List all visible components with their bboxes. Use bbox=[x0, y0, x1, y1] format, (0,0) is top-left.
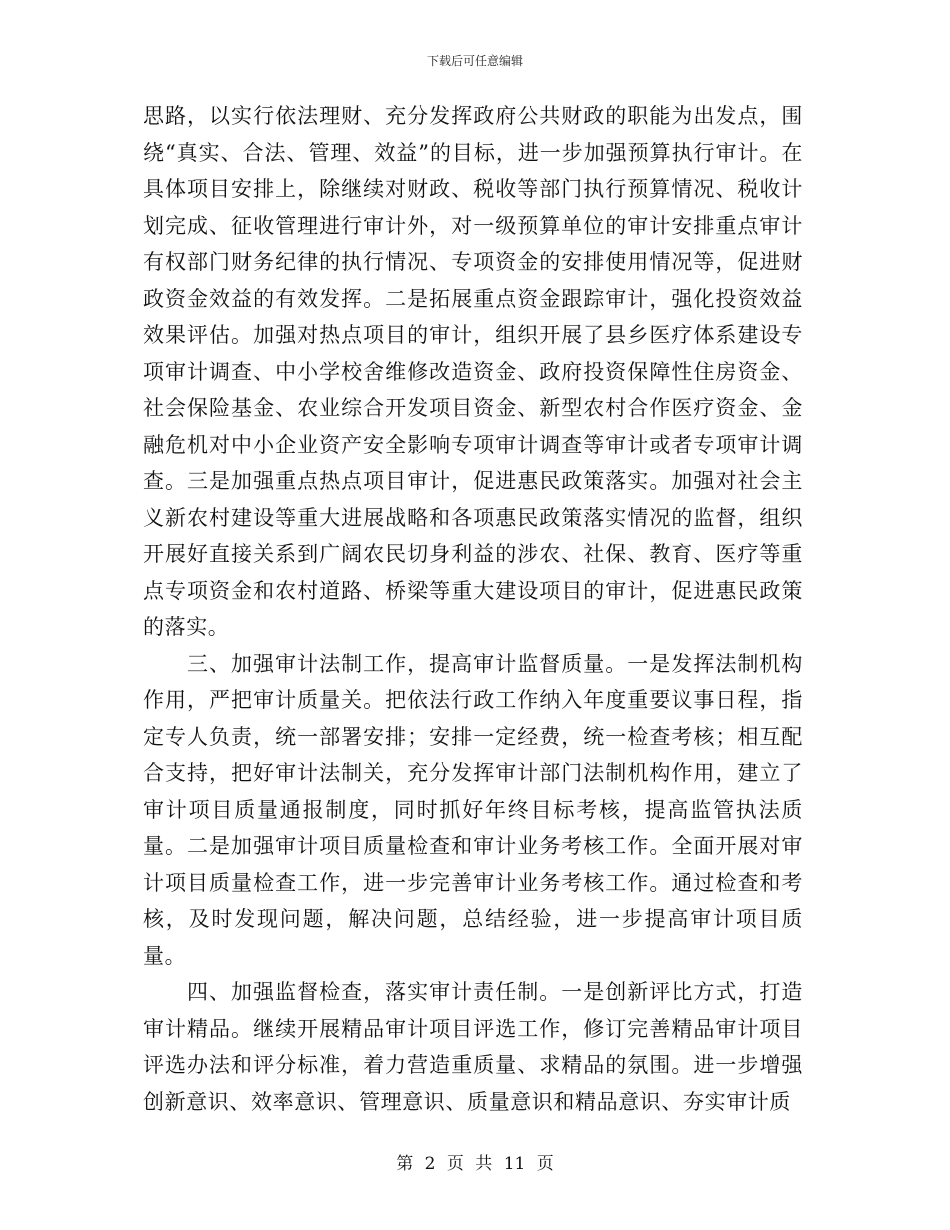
paragraph-section-three: 三、加强审计法制工作，提高审计监督质量。一是发挥法制机构作用，严把审计质量关。把依法行政工作纳入年度重要议事日程，指定专人负责，统一部署安排；安排一定经费，统一检查考核；相互配合支持，把好审计法制关，充分发挥审计部门法制机构作用，建立了审计项目质量通报制度，同时抓好年终目标考核，提高监管执法质量。二是加强审计项目质量检查和审计业务考核工作。全面开展对审计项目质量检查工作，进一步完善审计业务考核工作。通过检查和考核，及时发现问题，解决问题，总结经验，进一步提高审计项目质量。 bbox=[143, 651, 803, 968]
paragraph-section-four: 四、加强监督检查，落实审计责任制。一是创新评比方式，打造审计精品。继续开展精品审计项目评选工作，修订完善精品审计项目评选办法和评分标准，着力营造重质量、求精品的氛围。进一步增强创新意识、效率意识、管理意识、质量意识和精品意识、夯实审计质 bbox=[143, 980, 803, 1114]
paragraph-continuation: 思路，以实行依法理财、充分发挥政府公共财政的职能为出发点，围绕“真实、合法、管理、效益”的目标，进一步加强预算执行审计。在具体项目安排上，除继续对财政、税收等部门执行预算情况、税收计划完成、征收管理进行审计外，对一级预算单位的审计安排重点审计有权部门财务纪律的执行情况、专项资金的安排使用情况等，促进财政资金效益的有效发挥。二是拓展重点资金跟踪审计，强化投资效益效果评估。加强对热点项目的审计，组织开展了县乡医疗体系建设专项审计调查、中小学校舍维修改造资金、政府投资保障性住房资金、社会保险基金、农业综合开发项目资金、新型农村合作医疗资金、金融危机对中小企业资产安全影响专项审计调查等审计或者专项审计调查。三是加强重点热点项目审计，促进惠民政策落实。加强对社会主义新农村建设等重大进展战略和各项惠民政策落实情况的监督，组织开展好直接关系到广阔农民切身利益的涉农、社保、教育、医疗等重点专项资金和农村道路、桥梁等重大建设项目的审计，促进惠民政策的落实。 bbox=[143, 104, 803, 639]
page-header: 下载后可任意编辑 bbox=[426, 54, 523, 68]
page-footer: 第 2 页 共 11 页 bbox=[396, 1154, 554, 1174]
document-body bbox=[143, 98, 803, 1120]
